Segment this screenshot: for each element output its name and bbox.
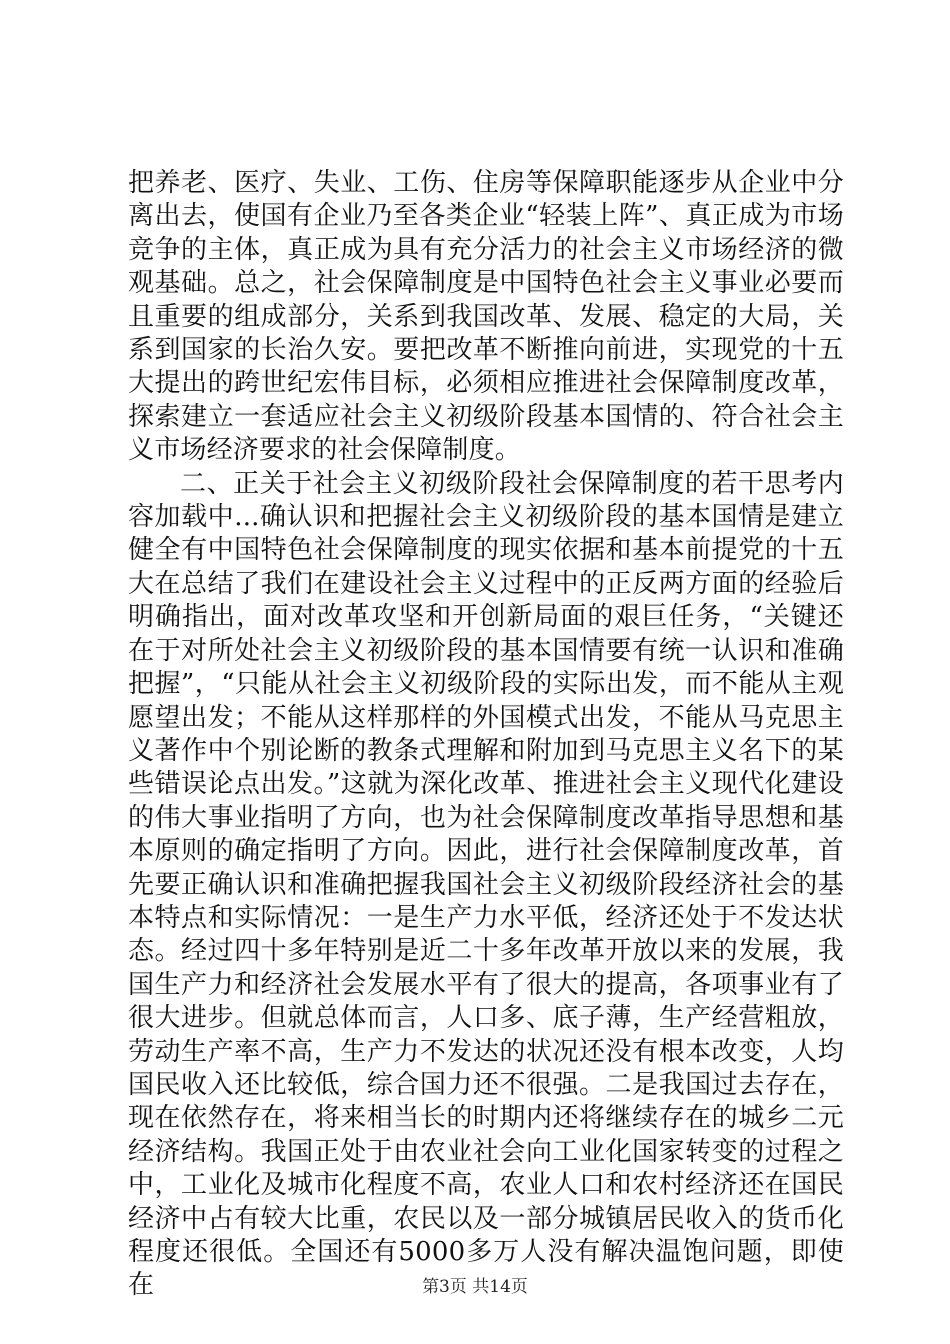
page-number-footer: 第3页 共14页: [422, 1277, 528, 1297]
paragraph-continuation: 把养老、医疗、失业、工伤、住房等保障职能逐步从企业中分离出去，使国有企业乃至各类企业“轻装上阵”、真正成为市场竞争的主体，真正成为具有充分活力的社会主义市场经济的微观基础。总之，社会保障制度是中国特色社会主义事业必要而且重要的组成部分，关系到我国改革、发展、稳定的大局，关系到国家的长治久安。要把改革不断推向前进，实现党的十五大提出的跨世纪宏伟目标，必须相应推进社会保障制度改革，探索建立一套适应社会主义初级阶段基本国情的、符合社会主义市场经济要求的社会保障制度。: [128, 168, 844, 466]
paragraph-section-two: 二、正关于社会主义初级阶段社会保障制度的若干思考内容加载中...确认识和把握社会主义初级阶段的基本国情是建立健全有中国特色社会保障制度的现实依据和基本前提党的十五大在总结了我们在建设社会主义过程中的正反两方面的经验后明确指出，面对改革攻坚和开创新局面的艰巨任务，“关键还在于对所处社会主义初级阶段的基本国情要有统一认识和准确把握”，“只能从社会主义初级阶段的实际出发，而不能从主观愿望出发；不能从这样那样的外国模式出发，不能从马克思主义著作中个别论断的教条式理解和附加到马克思主义名下的某些错误论点出发。”这就为深化改革、推进社会主义现代化建设的伟大事业指明了方向，也为社会保障制度改革指导思想和基本原则的确定指明了方向。因此，进行社会保障制度改革，首先要正确认识和准确把握我国社会主义初级阶段经济社会的基本特点和实际情况：一是生产力水平低，经济还处于不发达状态。经过四十多年特别是近二十多年改革开放以来的发展，我国生产力和经济社会发展水平有了很大的提高，各项事业有了很大进步。但就总体而言，人口多、底子薄，生产经营粗放，劳动生产率不高，生产力不发达的状况还没有根本改变，人均国民收入还比较低，综合国力还不很强。二是我国过去存在，现在依然存在，将来相当长的时期内还将继续存在的城乡二元经济结构。我国正处于由农业社会向工业化国家转变的过程之中，工业化及城市化程度不高，农业人口和农村经济还在国民经济中占有较大比重，农民以及一部分城镇居民收入的货币化程度还很低。全国还有5000多万人没有解决温饱问题，即使在: [128, 468, 844, 1301]
document-body: [128, 167, 844, 1303]
